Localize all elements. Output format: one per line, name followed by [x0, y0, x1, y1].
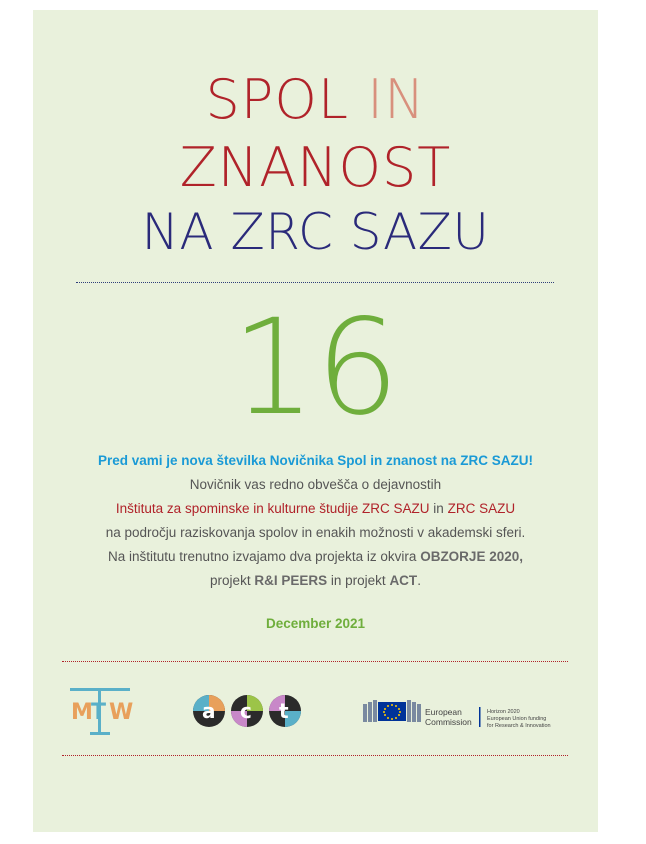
act-project: ACT: [389, 573, 418, 588]
line6-in-projekt: in projekt: [330, 573, 386, 588]
h2020-line-3: for Research & Innovation: [487, 723, 551, 729]
headline-text: Pred vami je nova številka Novičnika Spol in znanost na ZRC SAZU!: [97, 453, 534, 468]
title-word-in: IN: [367, 68, 426, 131]
act-letter-c: c: [240, 699, 252, 723]
title-line-3: NA ZRC SAZU: [141, 203, 490, 261]
ec-text-commission: Commission: [425, 717, 472, 727]
divider-logos-bottom: [62, 755, 568, 756]
intro-line-6: [33, 573, 598, 588]
act-logo: [191, 693, 303, 729]
mtw-logo: [67, 683, 137, 739]
newsletter-cover: [33, 10, 598, 832]
ec-text-european: European: [425, 707, 462, 717]
mtw-letter-w: W: [109, 700, 134, 725]
divider-logos-top: [62, 661, 568, 662]
european-commission-logo: [361, 698, 571, 732]
issue-date: December 2021: [265, 616, 366, 631]
zrc-sazu-name: ZRC SAZU: [447, 501, 516, 516]
intro-line-2: Novičnik vas redno obvešča o dejavnostih: [189, 477, 442, 492]
obzorje-2020: OBZORJE 2020,: [420, 549, 523, 564]
connector-in: in: [433, 501, 444, 516]
intro-line-3: [33, 501, 598, 516]
issue-number: 16: [231, 291, 400, 445]
intro-headline: [33, 453, 598, 468]
h2020-line-1: Horizon 2020: [487, 709, 520, 715]
title-line-2: ZNANOST: [179, 136, 452, 199]
mtw-letter-m: M: [71, 700, 93, 725]
line5-text: Na inštitutu trenutno izvajamo dva projekta iz okvira: [108, 549, 417, 564]
mtw-letter-t: T: [91, 700, 107, 725]
title-line-1: [33, 68, 598, 131]
act-letter-a: a: [202, 699, 216, 723]
line6-projekt: projekt: [210, 573, 251, 588]
institute-name: Inštituta za spominske in kulturne študije ZRC SAZU: [115, 501, 430, 516]
divider-top: [76, 282, 554, 283]
ri-peers: R&I PEERS: [254, 573, 328, 588]
intro-line-5: [33, 549, 598, 564]
title-word-spol: SPOL: [205, 68, 349, 131]
period: .: [417, 573, 421, 588]
h2020-line-2: European Union funding: [487, 716, 547, 722]
act-letter-t: t: [279, 699, 289, 723]
intro-line-4: na področju raziskovanja spolov in enakih možnosti v akademski sferi.: [105, 525, 526, 540]
